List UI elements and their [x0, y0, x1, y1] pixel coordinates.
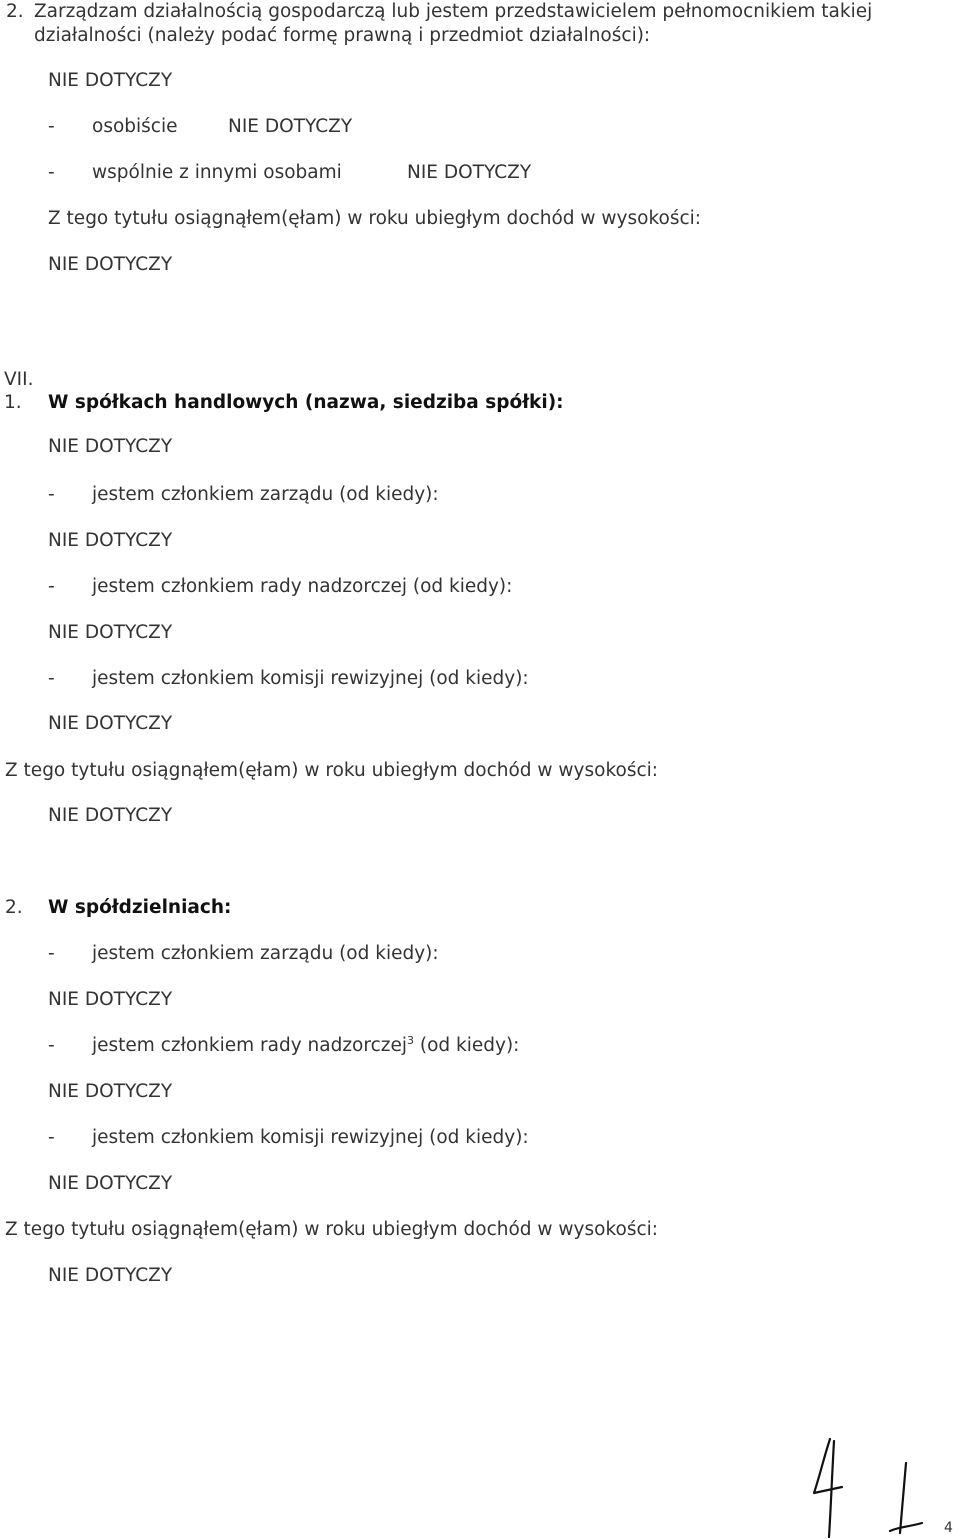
signature-initials [800, 1435, 940, 1539]
item-title: W spółkach handlowych (nazwa, siedziba spółki): [48, 392, 564, 413]
supervisory-label: jestem członkiem rady nadzorczej (od kiedy): [92, 576, 513, 597]
supervisory-value: NIE DOTYCZY [48, 1081, 173, 1102]
section-roman-numeral: VII. [4, 369, 34, 390]
bullet-dash: - [48, 1127, 55, 1148]
audit-label: jestem członkiem komisji rewizyjnej (od kiedy): [92, 668, 529, 689]
footnote-marker: 3 [406, 1034, 414, 1047]
income-value: NIE DOTYCZY [48, 805, 173, 826]
audit-label: jestem członkiem komisji rewizyjnej (od kiedy): [92, 1127, 529, 1148]
income-value: NIE DOTYCZY [48, 1265, 173, 1286]
supervisory-value: NIE DOTYCZY [48, 622, 173, 643]
personally-label: osobiście [92, 116, 178, 137]
answer-value: NIE DOTYCZY [48, 70, 173, 91]
item-number: 2. [6, 1, 24, 22]
page-number: 4 [944, 1520, 953, 1536]
item-number: 2. [5, 897, 23, 918]
item-heading-line1: Zarządzam działalnością gospodarczą lub jestem przedstawicielem pełnomocnikiem takiej [34, 1, 873, 22]
answer-value: NIE DOTYCZY [48, 436, 173, 457]
bullet-dash: - [48, 943, 55, 964]
board-value: NIE DOTYCZY [48, 989, 173, 1010]
personally-value: NIE DOTYCZY [228, 116, 353, 137]
income-value: NIE DOTYCZY [48, 254, 173, 275]
bullet-dash: - [48, 576, 55, 597]
jointly-label: wspólnie z innymi osobami [92, 162, 342, 183]
item-title: W spółdzielniach: [48, 897, 232, 918]
supervisory-label [92, 1035, 519, 1057]
audit-value: NIE DOTYCZY [48, 1173, 173, 1194]
item-number: 1. [4, 392, 22, 413]
bullet-dash: - [48, 116, 55, 137]
bullet-dash: - [48, 484, 55, 505]
supervisory-label-text: jestem członkiem rady nadzorczej [92, 1035, 407, 1056]
board-value: NIE DOTYCZY [48, 530, 173, 551]
board-label: jestem członkiem zarządu (od kiedy): [92, 943, 439, 964]
supervisory-label-suffix: (od kiedy): [419, 1035, 520, 1056]
item-heading-line2: działalności (należy podać formę prawną i przedmiot działalności): [34, 25, 651, 46]
bullet-dash: - [48, 1035, 55, 1056]
bullet-dash: - [48, 668, 55, 689]
bullet-dash: - [48, 162, 55, 183]
audit-value: NIE DOTYCZY [48, 713, 173, 734]
income-label: Z tego tytułu osiągnąłem(ęłam) w roku ubiegłym dochód w wysokości: [5, 1219, 659, 1240]
board-label: jestem członkiem zarządu (od kiedy): [92, 484, 439, 505]
jointly-value: NIE DOTYCZY [407, 162, 532, 183]
income-label: Z tego tytułu osiągnąłem(ęłam) w roku ubiegłym dochód w wysokości: [48, 208, 702, 229]
income-label: Z tego tytułu osiągnąłem(ęłam) w roku ubiegłym dochód w wysokości: [5, 760, 659, 781]
